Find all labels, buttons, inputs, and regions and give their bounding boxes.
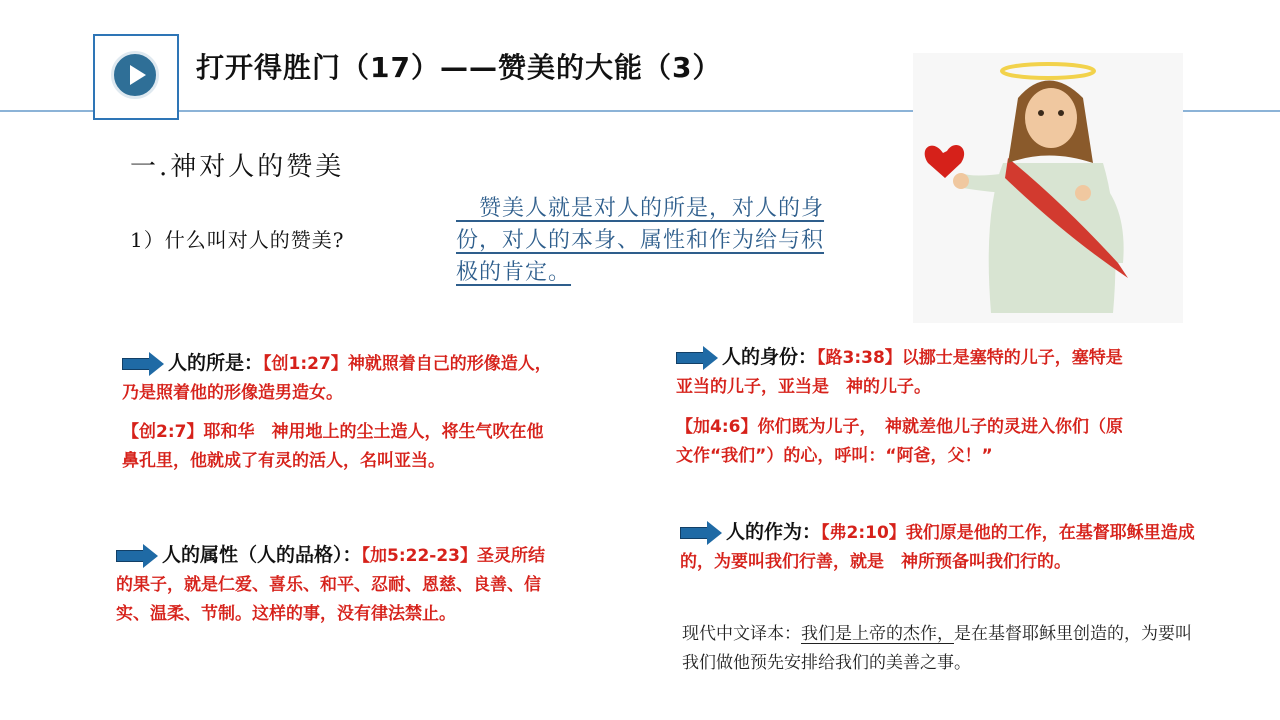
section-heading: 一.神对人的赞美 xyxy=(130,152,345,182)
works-label: 人的作为： xyxy=(726,521,822,543)
attributes-block xyxy=(116,541,546,629)
scripture-ref: 【创1:27】 xyxy=(263,354,348,374)
scripture-text: 圣灵所结的果子，就是仁爱、喜乐、和平、忍耐、恩慈、良善、信实、温柔、节制。这样的事，没有律法禁止。 xyxy=(116,546,546,624)
scripture-text: 以挪士是塞特的儿子，塞特是亚当的儿子，亚当是 神的儿子。 xyxy=(676,348,1123,397)
arrow-right-icon xyxy=(676,348,718,368)
scripture-ref: 【路3:38】 xyxy=(817,348,902,368)
scripture-text: 我们原是他的工作，在基督耶稣里造成的，为要叫我们行善，就是 神所预备叫我们行的。 xyxy=(680,523,1195,572)
modern-underlined: 我们是上帝的杰作， xyxy=(801,624,954,644)
scripture-ref: 【创2:7】 xyxy=(122,422,204,442)
identity-block xyxy=(676,343,1126,402)
arrow-right-icon xyxy=(122,354,164,374)
being-block-2 xyxy=(122,418,552,476)
scripture-ref: 【加4:6】 xyxy=(676,417,758,437)
play-icon xyxy=(130,65,146,85)
arrow-right-icon xyxy=(680,523,722,543)
identity-block-2 xyxy=(676,413,1126,471)
scripture-text: 神就照着自己的形像造人，乃是照着他的形像造男造女。 xyxy=(122,354,552,403)
question-answer: 赞美人就是对人的所是，对人的身份，对人的本身、属性和作为给与积极的肯定。 xyxy=(456,196,825,285)
identity-label: 人的身份： xyxy=(722,346,818,368)
scripture-ref: 【弗2:10】 xyxy=(821,523,906,543)
modern-rest: 是在基督耶稣里创造的，为要叫我们做他预先安排给我们的美善之事。 xyxy=(682,624,1192,673)
scripture-text: 耶和华 神用地上的尘土造人，将生气吹在他鼻孔里，他就成了有灵的活人，名叫亚当。 xyxy=(122,422,544,471)
page-title: 打开得胜门（17）——赞美的大能（3） xyxy=(196,51,722,84)
works-block xyxy=(680,518,1200,577)
attributes-label: 人的属性（人的品格）： xyxy=(162,544,362,566)
arrow-right-icon xyxy=(116,546,158,566)
modern-translation xyxy=(682,620,1202,678)
being-block xyxy=(122,349,552,408)
jesus-illustration xyxy=(913,53,1183,323)
modern-prefix: 现代中文译本： xyxy=(682,624,801,644)
question-label: 1）什么叫对人的赞美? xyxy=(130,228,345,252)
scripture-text: 你们既为儿子， 神就差他儿子的灵进入你们（原文作“我们”）的心，呼叫：“阿爸，父！” xyxy=(676,417,1123,466)
being-label: 人的所是： xyxy=(168,352,264,374)
scripture-ref: 【加5:22-23】 xyxy=(361,546,478,566)
